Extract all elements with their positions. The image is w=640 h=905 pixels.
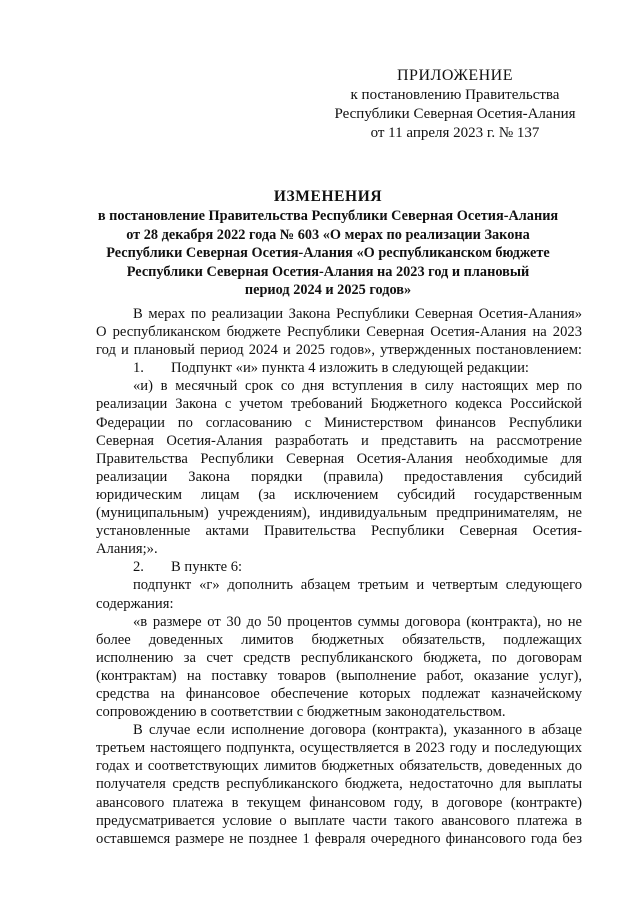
appendix-line: Республики Северная Осетия-Алания (334, 106, 576, 122)
item-2-line (96, 558, 582, 576)
heading-line: Республики Северная Осетия-Алания на 2023 год и плановый (126, 263, 530, 280)
paragraph-line: В случае если исполнение договора (контракта), указанного в абзаце (133, 722, 582, 739)
item-1-number: 1. (133, 360, 144, 377)
subitem-line: подпункт «г» дополнить абзацем третьим и четвертым следующего (133, 577, 582, 594)
quote-line: Федерации по согласованию с Министерством финансов Республики (96, 414, 582, 431)
quote-line: «и) в месячный срок со дня вступления в силу настоящих мер по (133, 378, 582, 395)
document-heading (78, 188, 578, 299)
paragraph-line: годах и соответствующих лимитов бюджетных обязательств, доведенных до (96, 758, 582, 775)
quote-line: более доведенных лимитов бюджетных обязательств, подлежащих (96, 631, 582, 648)
paragraph-line: получателя средств республиканского бюджета, недостаточно для выплаты (96, 776, 582, 793)
appendix-line: к постановлению Правительства (350, 87, 560, 103)
quote-line: Северная Осетия-Алания разработать и представить на рассмотрение (96, 432, 582, 449)
paragraph-line: предусматривается условие о выплате части такого авансового платежа в (96, 812, 582, 829)
quote-line: реализации Закона с учетом требований Бюджетного кодекса Российской (96, 396, 582, 413)
heading-line: от 28 декабря 2022 года № 603 «О мерах по реализации Закона (126, 226, 530, 243)
body-line: В мерах по реализации Закона Республики Северная Осетия-Алания» (133, 306, 582, 322)
document-body (96, 305, 582, 848)
quote-line: юридическим лицам (за исключением субсидий государственным (96, 486, 582, 503)
quote-line: (муниципальным) учреждениям), индивидуальным предпринимателям, не (96, 505, 582, 522)
body-line: год и плановый период 2024 и 2025 годов», утвержденных постановлением: (96, 342, 582, 359)
quote-line: реализации Закона порядки (правила) предоставления субсидий (96, 468, 582, 485)
body-line: О республиканском бюджете Республики Северная Осетия-Алания на 2023 (96, 324, 582, 341)
quote-line: сопровождению в соответствии с бюджетным законодательством. (96, 704, 506, 721)
subitem-line: содержания: (96, 595, 174, 612)
quote-line: средства на финансовое обеспечение которых подлежат казначейскому (96, 685, 582, 702)
quote-line: Правительства Республики Северная Осетия-Алания необходимые для (96, 450, 582, 467)
quote-line: «в размере от 30 до 50 процентов суммы договора (контракта), но не (133, 613, 582, 630)
item-1-line (96, 359, 582, 377)
appendix-title: ПРИЛОЖЕНИЕ (396, 67, 513, 84)
appendix-line: от 11 апреля 2023 г. № 137 (370, 125, 540, 141)
paragraph-line: оставшемся размере не позднее 1 февраля очередного финансового года без (96, 830, 582, 847)
item-2-text: В пункте 6: (171, 559, 243, 576)
item-1-text: Подпункт «и» пункта 4 изложить в следующей редакции: (171, 360, 529, 377)
paragraph-line: третьем настоящего подпункта, осуществляется в 2023 году и последующих (96, 740, 582, 757)
quote-line: Алания;». (96, 541, 158, 558)
paragraph-line: авансового платежа в текущем финансовом году, в договоре (контракте) (96, 794, 582, 811)
heading-line: период 2024 и 2025 годов» (244, 282, 412, 299)
heading-title: ИЗМЕНЕНИЯ (273, 188, 383, 205)
heading-line: в постановление Правительства Республики Северная Осетия-Алания (97, 208, 559, 225)
appendix-block (320, 66, 590, 143)
item-2-number: 2. (133, 559, 144, 576)
quote-line: (контрактам) на поставку товаров (выполнение работ, оказание услуг), (96, 667, 582, 684)
quote-line: установленные актами Правительства Республики Северная Осетия- (96, 523, 582, 540)
quote-line: исполнению за счет средств республиканского бюджета, по договорам (96, 649, 582, 666)
heading-line: Республики Северная Осетия-Алания «О республиканском бюджете (106, 245, 550, 262)
